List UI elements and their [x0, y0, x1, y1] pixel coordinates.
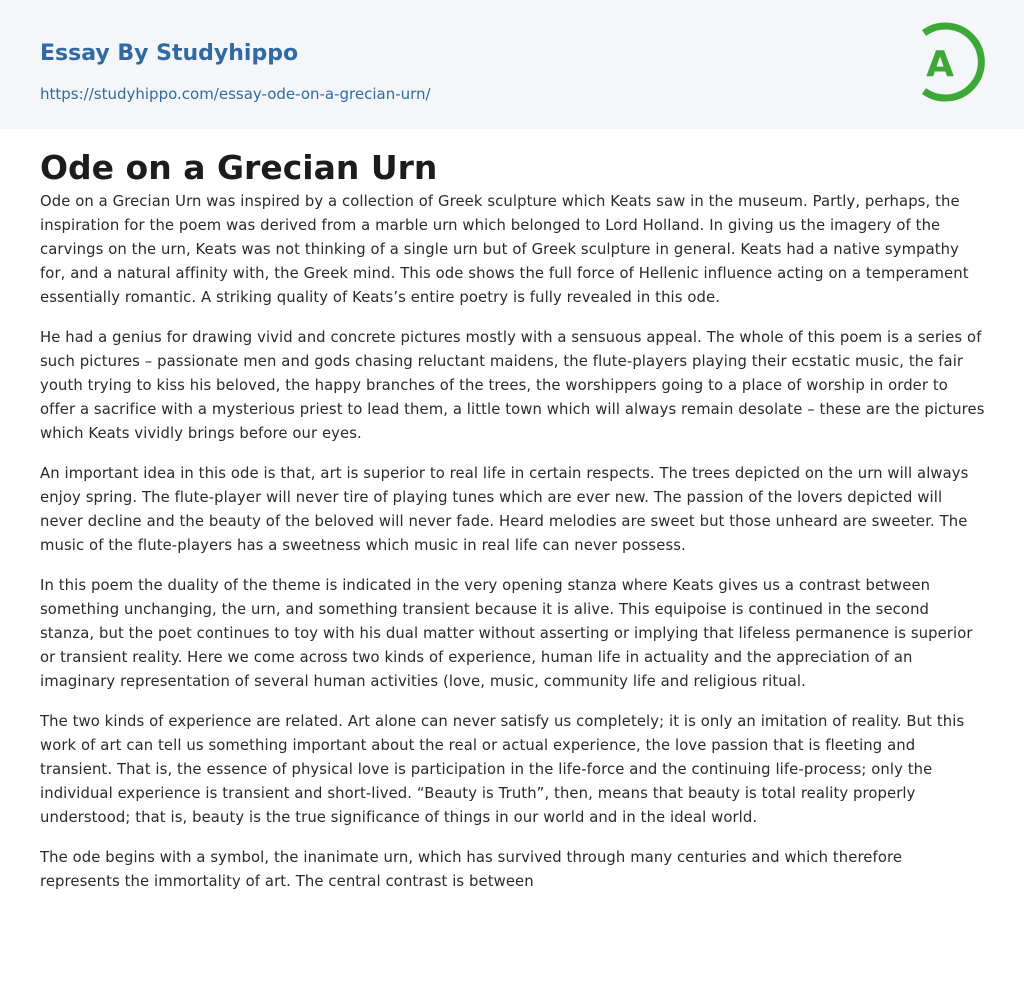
logo-letter: A: [926, 44, 954, 85]
paragraph-1: Ode on a Grecian Urn was inspired by a collection of Greek sculpture which Keats saw in the museum. Partly, perhaps, the inspiration for the poem was derived from a marble urn which belonged to Lord Holland. In giving us the imagery of the carvings on the urn, Keats was not thinking of a single urn but of Greek sculpture in general. Keats had a native sympathy for, and a natural affinity with, the Greek mind. This ode shows the full force of Hellenic influence acting on a temperament essentially romantic. A striking quality of Keats’s entire poetry is fully revealed in this ode.: [40, 193, 969, 306]
paragraph-5: The two kinds of experience are related. Art alone can never satisfy us completely; it is only an imitation of reality. But this work of art can tell us something important about the real or actual experience, the love passion that is fleeting and transient. That is, the essence of physical love is participation in the life-force and the continuing life-process; only the individual experience is transient and short-lived. “Beauty is Truth”, then, means that beauty is total reality properly understood; that is, beauty is the true significance of things in our world and in the ideal world.: [40, 713, 965, 826]
paragraph-6: The ode begins with a symbol, the inanimate urn, which has survived through many centuries and which therefore represents the immortality of art. The central contrast is between: [40, 849, 903, 890]
site-header: [0, 0, 1024, 129]
paragraph-2: He had a genius for drawing vivid and concrete pictures mostly with a sensuous appeal. The whole of this poem is a series of such pictures – passionate men and gods chasing reluctant maidens, the flute-players playing their ecstatic music, the fair youth trying to kiss his beloved, the happy branches of the trees, the worshippers going to a place of worship in order to offer a sacrifice with a mysterious priest to lead them, a little town which will always remain desolate – these are the pictures which Keats vividly brings before our eyes.: [40, 329, 985, 442]
article: [40, 129, 986, 910]
paragraph-4: In this poem the duality of the theme is indicated in the very opening stanza where Keats gives us a contrast between something unchanging, the urn, and something transient because it is alive. This equipoise is continued in the second stanza, but the poet continues to toy with his dual matter without asserting or implying that lifeless permanence is superior or transient reality. Here we come across two kinds of experience, human life in actuality and the appreciation of an imaginary representation of several human activities (love, music, community life and religious ritual.: [40, 577, 973, 690]
studyhippo-logo-icon[interactable]: [912, 19, 986, 105]
article-title: Ode on a Grecian Urn: [40, 148, 438, 187]
site-brand: Essay By Studyhippo: [40, 41, 299, 66]
essay-url-link[interactable]: https://studyhippo.com/essay-ode-on-a-grecian-urn/: [40, 85, 431, 103]
paragraph-3: An important idea in this ode is that, art is superior to real life in certain respects. The trees depicted on the urn will always enjoy spring. The flute-player will never tire of playing tunes which are ever new. The passion of the lovers depicted will never decline and the beauty of the beloved will never fade. Heard melodies are sweet but those unheard are sweeter. The music of the flute-players has a sweetness which music in real life can never possess.: [40, 465, 969, 554]
article-body: [40, 190, 986, 894]
